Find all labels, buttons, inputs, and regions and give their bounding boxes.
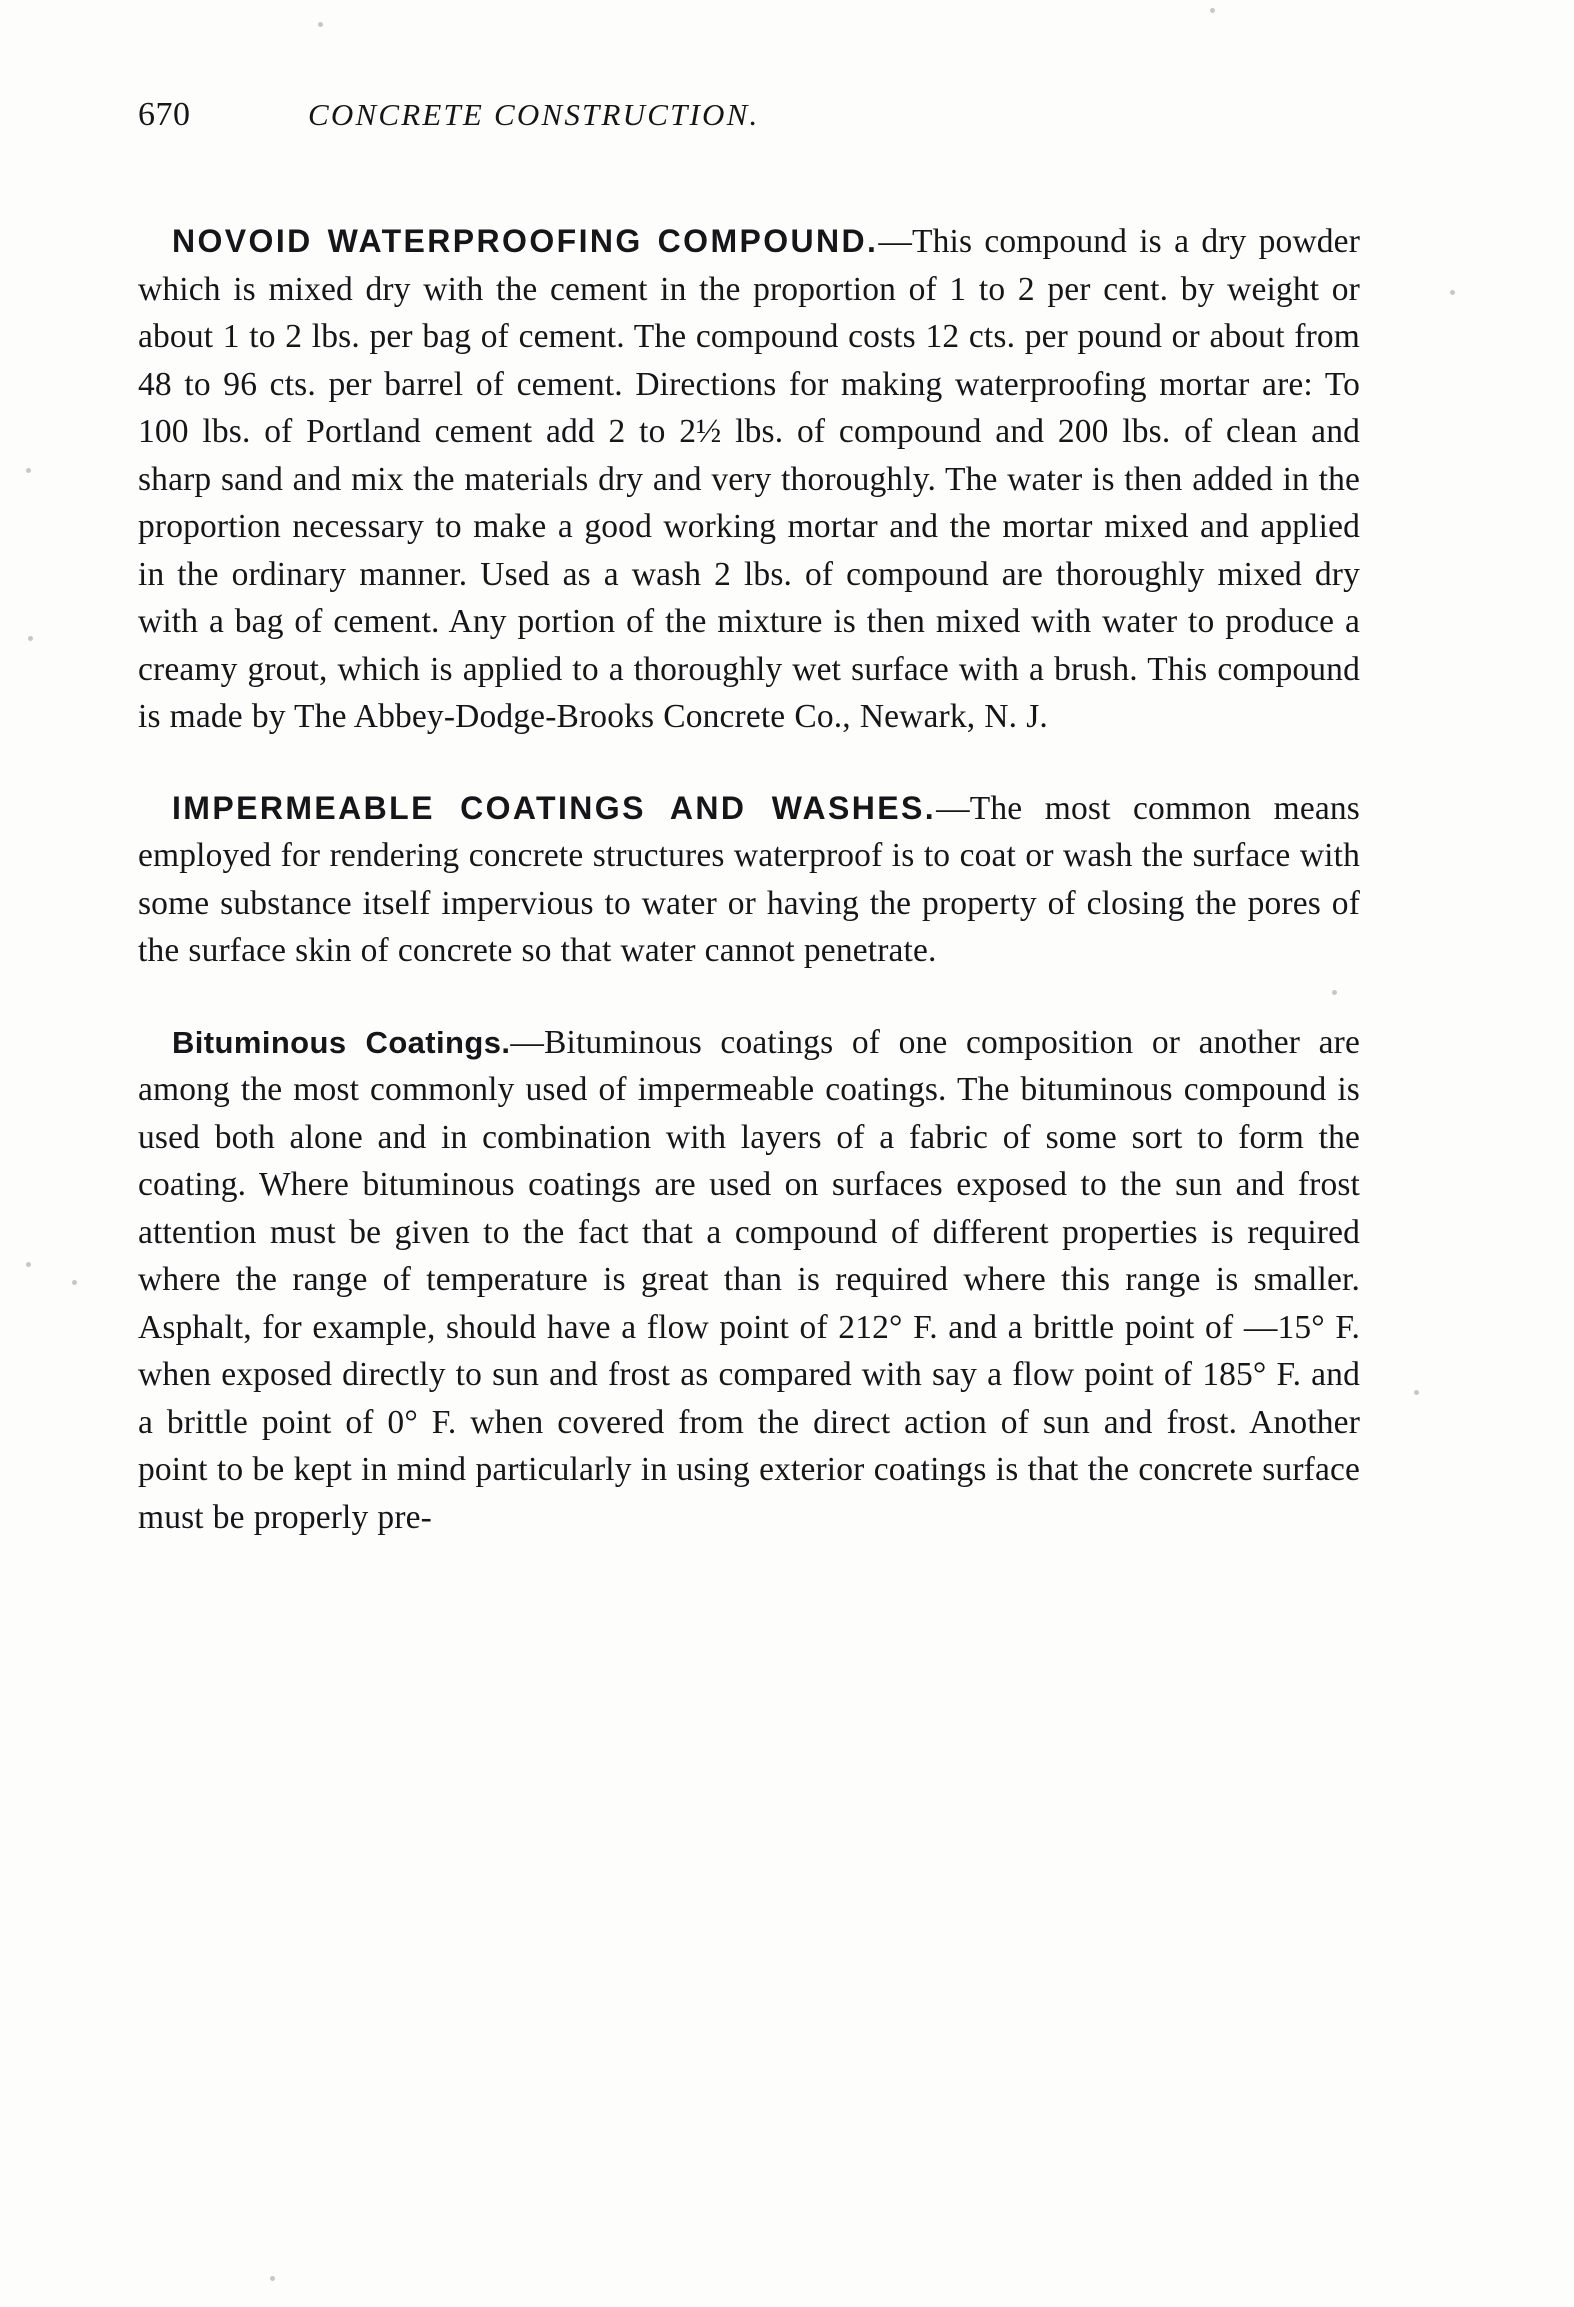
- scan-speckle: [72, 1280, 77, 1285]
- section-body-novoid: This compound is a dry powder which is mixed dry with the cement in the proportion of 1 to 2 per cent. by weight or about 1 to 2 lbs. per bag of cement. The compound costs 12 cts. per pound or about from 48 to 96 cts. per barrel of cement. Directions for making waterproofing mortar are: To 100 lbs. of Portland cement add 2 to 2½ lbs. of compound and 200 lbs. of clean and sharp sand and mix the materials dry and very thoroughly. The water is then added in the proportion necessary to make a good working mortar and the mortar mixed and applied in the ordinary manner. Used as a wash 2 lbs. of compound are thoroughly mixed dry with a bag of cement. Any portion of the mixture is then mixed with water to produce a creamy grout, which is applied to a thoroughly wet surface with a brush. This compound is made by The Abbey-Dodge-Brooks Concrete Co., Newark, N. J.: [138, 223, 1361, 735]
- section-heading-impermeable: IMPERMEABLE COATINGS AND WASHES.: [172, 789, 937, 826]
- heading-dash: —: [936, 789, 970, 827]
- scan-speckle: [270, 2276, 275, 2281]
- heading-dash: —: [878, 223, 913, 260]
- page-number: 670: [138, 96, 191, 133]
- scan-speckle: [26, 468, 31, 473]
- section-heading-novoid: NOVOID WATERPROOFING COMPOUND.: [172, 223, 879, 259]
- running-head: CONCRETE CONSTRUCTION.: [308, 97, 760, 132]
- section-body-bituminous: Bituminous coatings of one composition or another are among the most commonly used of impermeable coatings. The bituminous compound is used both alone and in combination with layers of a fabric of some sort to form the coating. Where bituminous coatings are used on surfaces exposed to the sun and frost attention must be given to the fact that a compound of different properties is required where the range of temperature is great than is required where this range is smaller. Asphalt, for example, should have a flow point of 212° F. and a brittle point of —15° F. when exposed directly to sun and frost as compared with say a flow point of 185° F. and a brittle point of 0° F. when covered from the direct action of sun and frost. Another point to be kept in mind particularly in using exterior coatings is that the concrete surface must be properly pre-: [138, 1023, 1360, 1536]
- scan-speckle: [28, 636, 33, 641]
- scan-speckle: [1450, 290, 1455, 295]
- scan-speckle: [1210, 8, 1215, 13]
- scan-speckle: [318, 22, 323, 27]
- section-heading-bituminous: Bituminous Coatings.: [172, 1024, 511, 1060]
- section-paragraph-impermeable: [138, 785, 1360, 975]
- page-header: [138, 96, 1360, 166]
- heading-dash: —: [510, 1023, 545, 1061]
- scan-speckle: [26, 1262, 31, 1267]
- section-paragraph-novoid: [138, 218, 1360, 741]
- scan-speckle: [1414, 1390, 1419, 1395]
- section-paragraph-bituminous: [138, 1019, 1360, 1542]
- page-body: [138, 96, 1360, 1541]
- section-body-impermeable: The most common means employed for rendering concrete structures waterproof is to coat or wash the surface with some substance itself impervious to water or having the property of closing the pores of the surface skin of concrete so that water cannot penetrate.: [138, 789, 1360, 969]
